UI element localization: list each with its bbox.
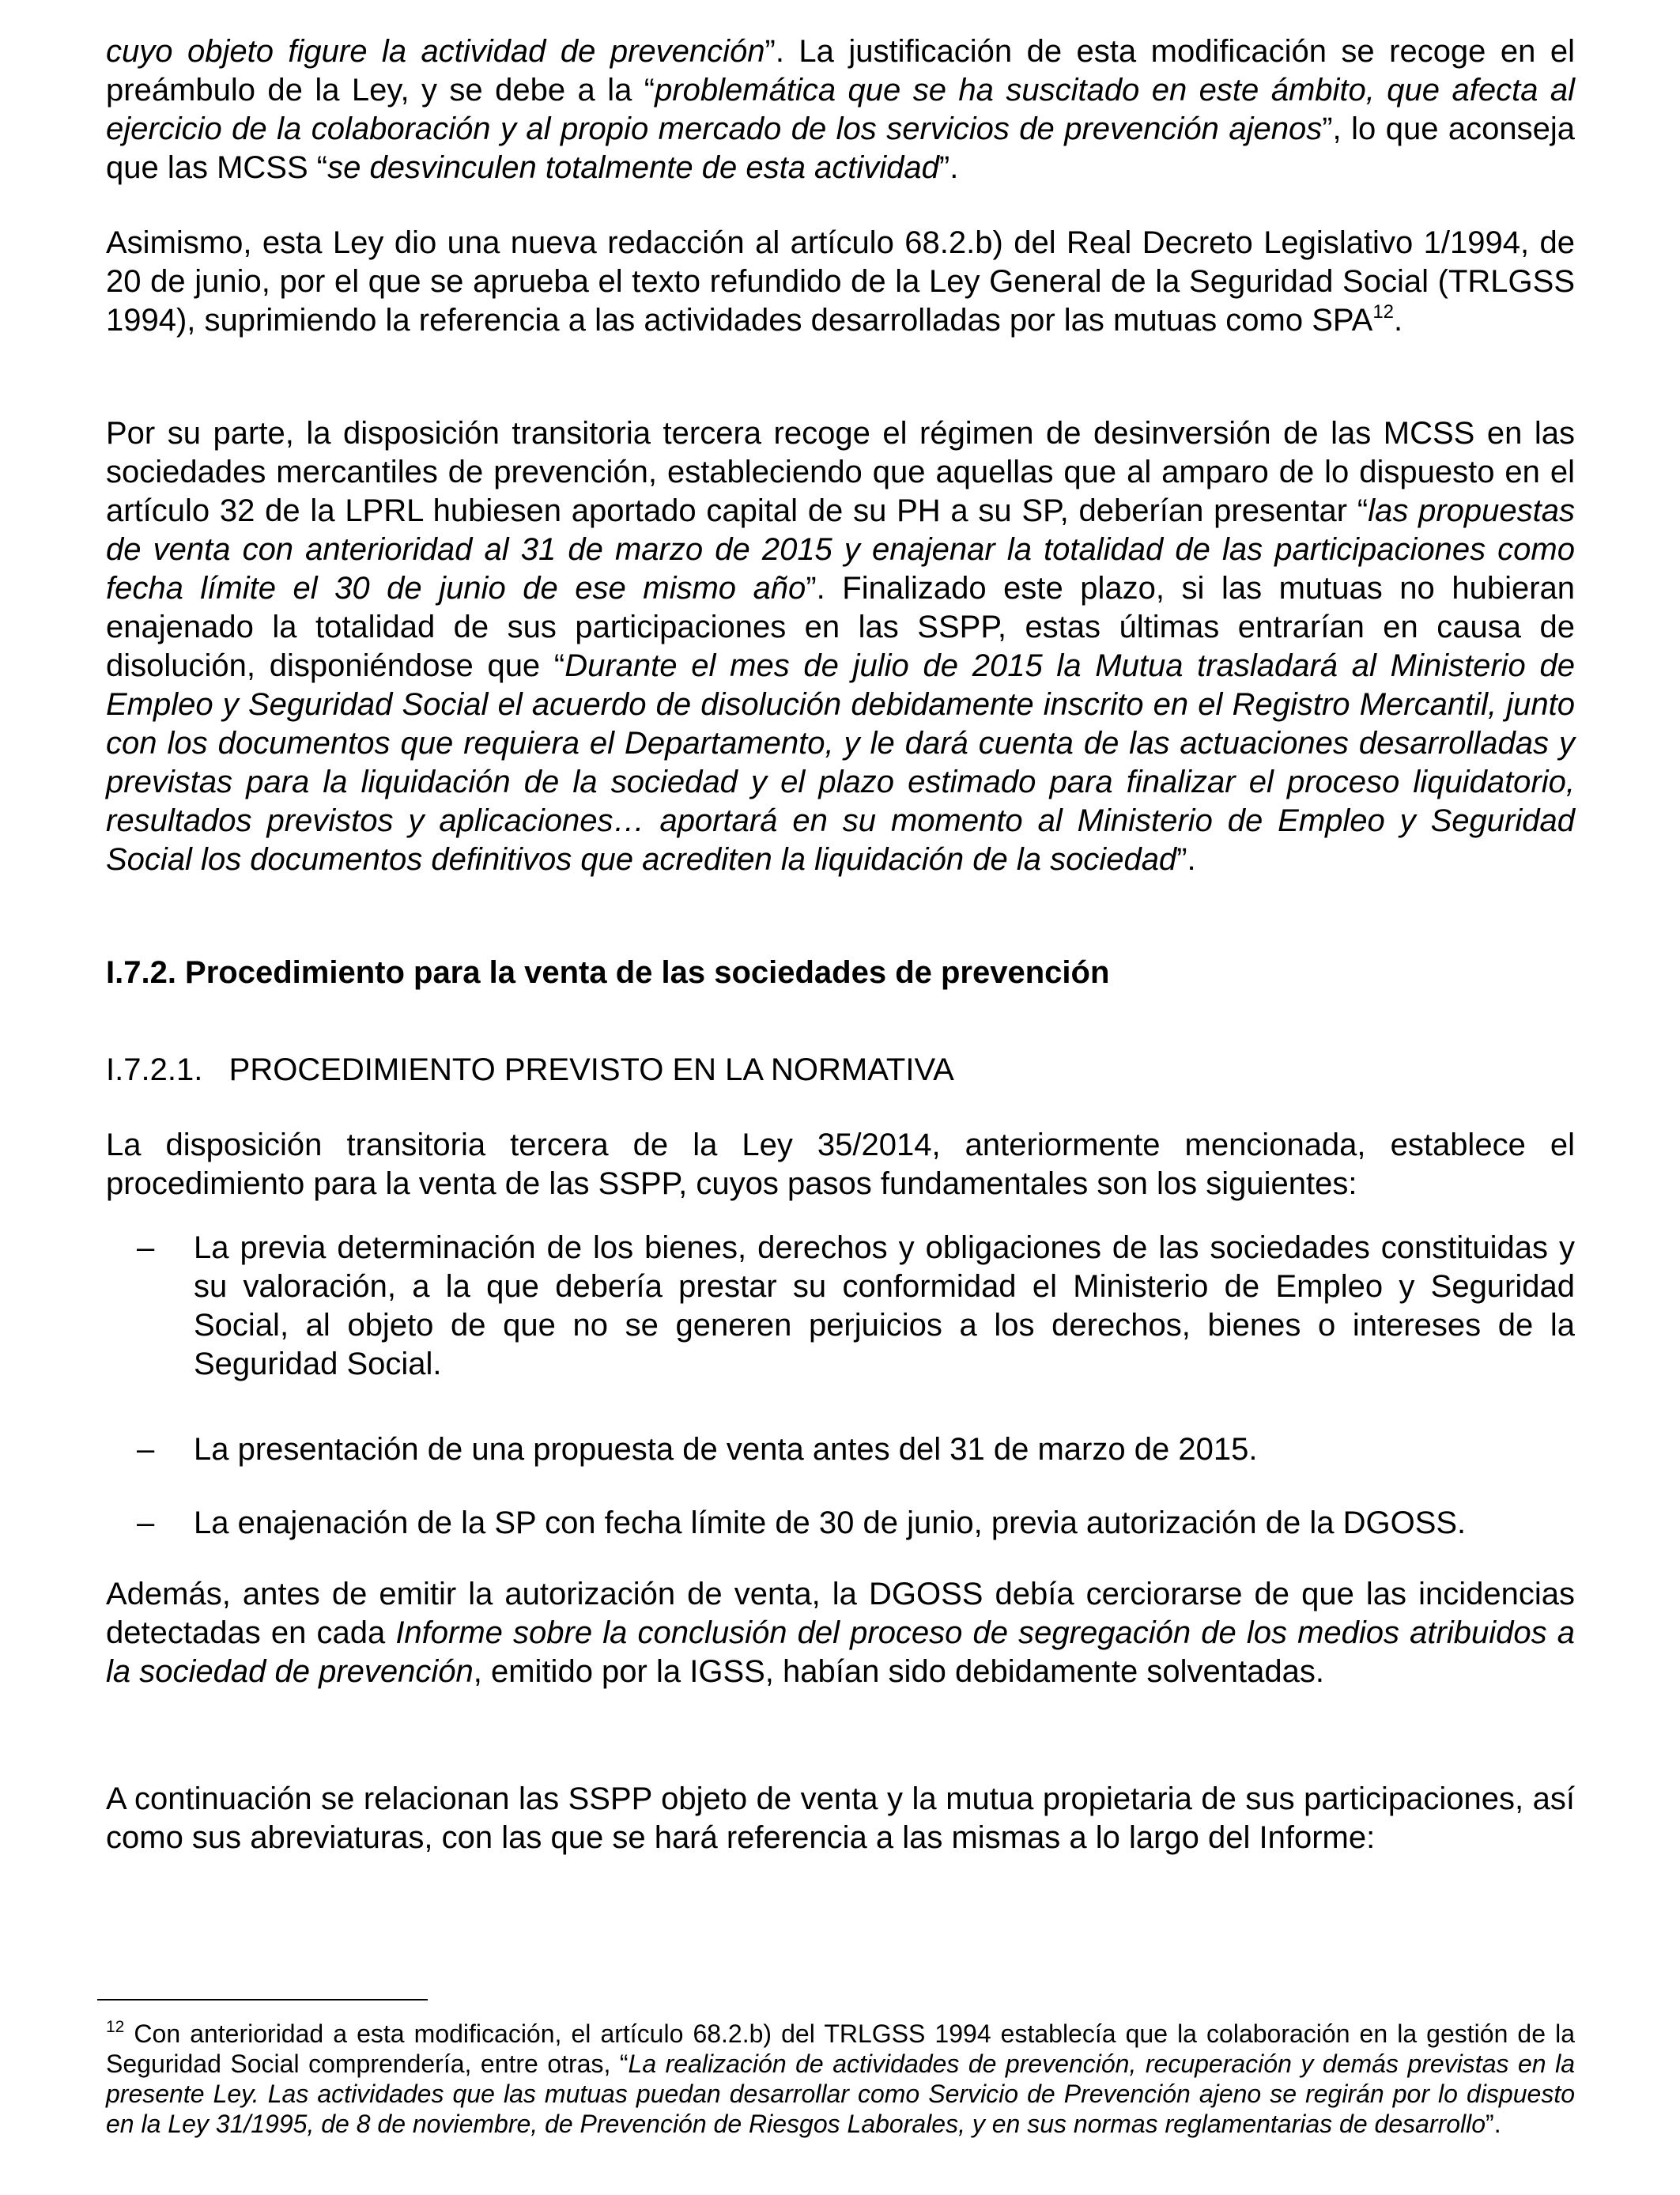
report-title: Informe sobre la conclusión del proceso de segregación de los medios atribuidos a la sociedad de prevención — [106, 1615, 1575, 1689]
footnote-reference[interactable]: 12 — [1372, 301, 1395, 323]
footnote-number: 12 — [106, 2018, 125, 2036]
list-item-text: La previa determinación de los bienes, derechos y obligaciones de las sociedades constituidas y su valoración, a la que debería prestar su conformidad el Ministerio de Empleo y Seguridad Social, al objeto de que no se generen perjuicios a los derechos, bienes o intereses de la Seguridad Social. — [194, 1230, 1575, 1381]
paragraph-preamble-justification: cuyo objeto figure la actividad de prevención”. La justificación de esta modificación se recoge en el preámbulo de la Ley, y se debe a la “problemática que se ha suscitado en este ámbito, que afecta al ejercicio de la colaboración y al propio mercado de los servicios de prevención ajenos”, lo que aconseja que las MCSS “se desvinculen totalmente de esta actividad”. — [106, 34, 1576, 185]
list-item-text: La presentación de una propuesta de venta antes del 31 de marzo de 2015. — [194, 1432, 1258, 1467]
quote-text: problemática que se ha suscitado en este ámbito, que afecta al ejercicio de la colaboración y al propio mercado de los servicios de prevención ajenos — [106, 73, 1576, 146]
dash-bullet-icon: – — [137, 1506, 155, 1540]
subsection-heading — [106, 1051, 1575, 1090]
subsection-number: I.7.2.1. — [106, 1052, 203, 1087]
dash-bullet-icon: – — [137, 1230, 155, 1265]
paragraph-procedure-intro: La disposición transitoria tercera de la Ley 35/2014, anteriormente mencionada, establece el procedimiento para la venta de las SSPP, cuyos pasos fundamentales son los siguientes: — [106, 1128, 1575, 1201]
dash-bullet-icon: – — [137, 1432, 155, 1467]
footnote: $^{12}$ Con anterioridad a esta modificación, el artículo 68.2.b) del TRLGSS 1994 establecía que la colaboración en la gestión de la Seguridad Social comprendería, entre otras, “La realización de actividades de prevención, recuperación y demás previstas en la presente Ley. Las actividades que las mutuas puedan desarrollar como Servicio de Prevención ajeno se regirán por lo dispuesto en la Ley 31/1995, de 8 de noviembre, de Prevención de Riesgos Laborales, y en sus normas reglamentarias de desarrollo”. — [106, 2018, 1576, 2138]
list-item-text: La enajenación de la SP con fecha límite de 30 de junio, previa autorización de la DGOSS. — [194, 1506, 1467, 1540]
section-heading: I.7.2. Procedimiento para la venta de las sociedades de prevención — [106, 955, 1110, 990]
quote-text: La realización de actividades de prevención, recuperación y demás previstas en la presente Ley. Las actividades que las mutuas puedan desarrollar como Servicio de Prevención ajeno se regirán por lo dispuesto en la Ley 31/1995, de 8 de noviembre, de Prevención de Riesgos Laborales, y en sus normas reglamentarias de desarrollo — [106, 2050, 1576, 2138]
quote-text: se desvinculen totalmente de esta actividad — [327, 150, 939, 185]
quote-text: Durante el mes de julio de 2015 la Mutua trasladará al Ministerio de Empleo y Seguridad Social el acuerdo de disolución debidamente inscrito en el Registro Mercantil, junto con los documentos que requiera el Departamento, y le dará cuenta de las actuaciones desarrolladas y previstas para la liquidación de la sociedad y el plazo estimado para finalizar el proceso liquidatorio, resultados previstos y aplicaciones… aportará en su momento al Ministerio de Empleo y Seguridad Social los documentos definitivos que acrediten la liquidación de la sociedad — [106, 648, 1576, 877]
footnote-separator — [97, 1999, 428, 2000]
paragraph-dgoss-authorization: Además, antes de emitir la autorización de venta, la DGOSS debía cerciorarse de que las incidencias detectadas en cada Informe sobre la conclusión del proceso de segregación de los medios atribuidos a la sociedad de prevención, emitido por la IGSS, habían sido debidamente solventadas. — [106, 1577, 1575, 1689]
paragraph-trlgss-redaction: Asimismo, esta Ley dio una nueva redacción al artículo 68.2.b) del Real Decreto Legislativo 1/1994, de 20 de junio, por el que se aprueba el texto refundido de la Ley General de la Seguridad Social (TRLGSS 1994), suprimiendo la referencia a las actividades desarrolladas por las mutuas como SPA$^{12}$. — [106, 225, 1575, 338]
quote-text: cuyo objeto figure la actividad de prevención — [106, 34, 765, 69]
paragraph-transitional-provision: Por su parte, la disposición transitoria tercera recoge el régimen de desinversión de las MCSS en las sociedades mercantiles de prevención, estableciendo que aquellas que al amparo de lo dispuesto en el artículo 32 de la LPRL hubiesen aportado capital de su PH a su SP, deberían presentar “las propuestas de venta con anterioridad al 31 de marzo de 2015 y enajenar la totalidad de las participaciones como fecha límite el 30 de junio de ese mismo año”. Finalizado este plazo, si las mutuas no hubieran enajenado la totalidad de sus participaciones en las SSPP, estas últimas entrarían en causa de disolución, disponiéndose que “Durante el mes de julio de 2015 la Mutua trasladará al Ministerio de Empleo y Seguridad Social el acuerdo de disolución debidamente inscrito en el Registro Mercantil, junto con los documentos que requiera el Departamento, y le dará cuenta de las actuaciones desarrolladas y previstas para la liquidación de la sociedad y el plazo estimado para finalizar el proceso liquidatorio, resultados previstos y aplicaciones… aportará en su momento al Ministerio de Empleo y Seguridad Social los documentos definitivos que acrediten la liquidación de la sociedad”. — [106, 416, 1576, 877]
quote-text: las propuestas de venta con anterioridad al 31 de marzo de 2015 y enajenar la totalidad de las participaciones como fecha límite el 30 de junio de ese mismo año — [106, 493, 1576, 606]
subsection-title: PROCEDIMIENTO PREVISTO EN LA NORMATIVA — [228, 1052, 954, 1087]
paragraph-sspp-list-intro: A continuación se relacionan las SSPP objeto de venta y la mutua propietaria de sus participaciones, así como sus abreviaturas, con las que se hará referencia a las mismas a lo largo del Informe: — [106, 1781, 1575, 1855]
